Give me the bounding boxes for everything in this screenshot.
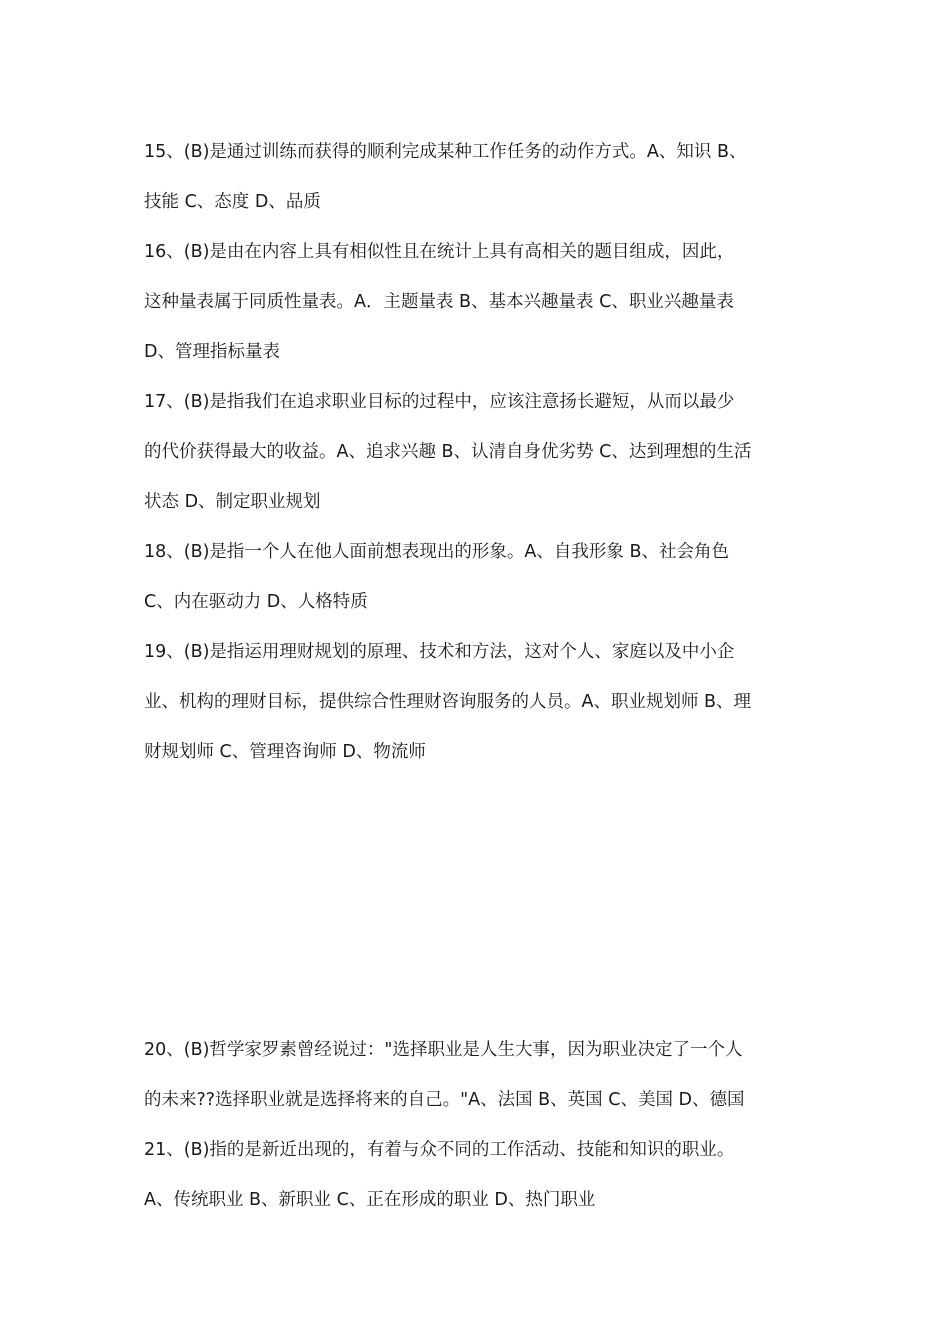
question-line: A、传统职业 B、新职业 C、正在形成的职业 D、热门职业	[144, 1190, 596, 1210]
question-line: 15、(B)是通过训练而获得的顺利完成某种工作任务的动作方式。A、知识 B、	[144, 142, 747, 162]
question-block-bottom	[144, 1040, 844, 1240]
question-line: 19、(B)是指运用理财规划的原理、技术和方法，这对个人、家庭以及中小企	[144, 642, 735, 662]
question-line: 财规划师 C、管理咨询师 D、物流师	[144, 742, 426, 762]
question-19	[144, 642, 844, 792]
question-line: 状态 D、制定职业规划	[144, 492, 321, 512]
question-line: 这种量表属于同质性量表。A．主题量表 B、基本兴趣量表 C、职业兴趣量表	[144, 292, 734, 312]
question-line: 16、(B)是由在内容上具有相似性且在统计上具有高相关的题目组成，因此，	[144, 242, 735, 262]
question-line: 17、(B)是指我们在追求职业目标的过程中，应该注意扬长避短，从而以最少	[144, 392, 735, 412]
question-line: C、内在驱动力 D、人格特质	[144, 592, 368, 612]
question-line: 18、(B)是指一个人在他人面前想表现出的形象。A、自我形象 B、社会角色	[144, 542, 729, 562]
question-line: 20、(B)哲学家罗素曾经说过："选择职业是人生大事，因为职业决定了一个人	[144, 1040, 743, 1060]
question-18	[144, 542, 844, 642]
question-20	[144, 1040, 844, 1140]
question-17	[144, 392, 844, 542]
question-line: 21、(B)指的是新近出现的，有着与众不同的工作活动、技能和知识的职业。	[144, 1140, 735, 1160]
question-line: 业、机构的理财目标，提供综合性理财咨询服务的人员。A、职业规划师 B、理	[144, 692, 752, 712]
question-15	[144, 142, 844, 242]
question-21	[144, 1140, 844, 1240]
question-line: 的未来??选择职业就是选择将来的自己。"A、法国 B、英国 C、美国 D、德国	[144, 1090, 745, 1110]
question-line: 的代价获得最大的收益。A、追求兴趣 B、认清自身优劣势 C、达到理想的生活	[144, 442, 752, 462]
question-16	[144, 242, 844, 392]
question-block-top	[144, 142, 844, 792]
question-line: D、管理指标量表	[144, 342, 280, 362]
question-line: 技能 C、态度 D、品质	[144, 192, 321, 212]
